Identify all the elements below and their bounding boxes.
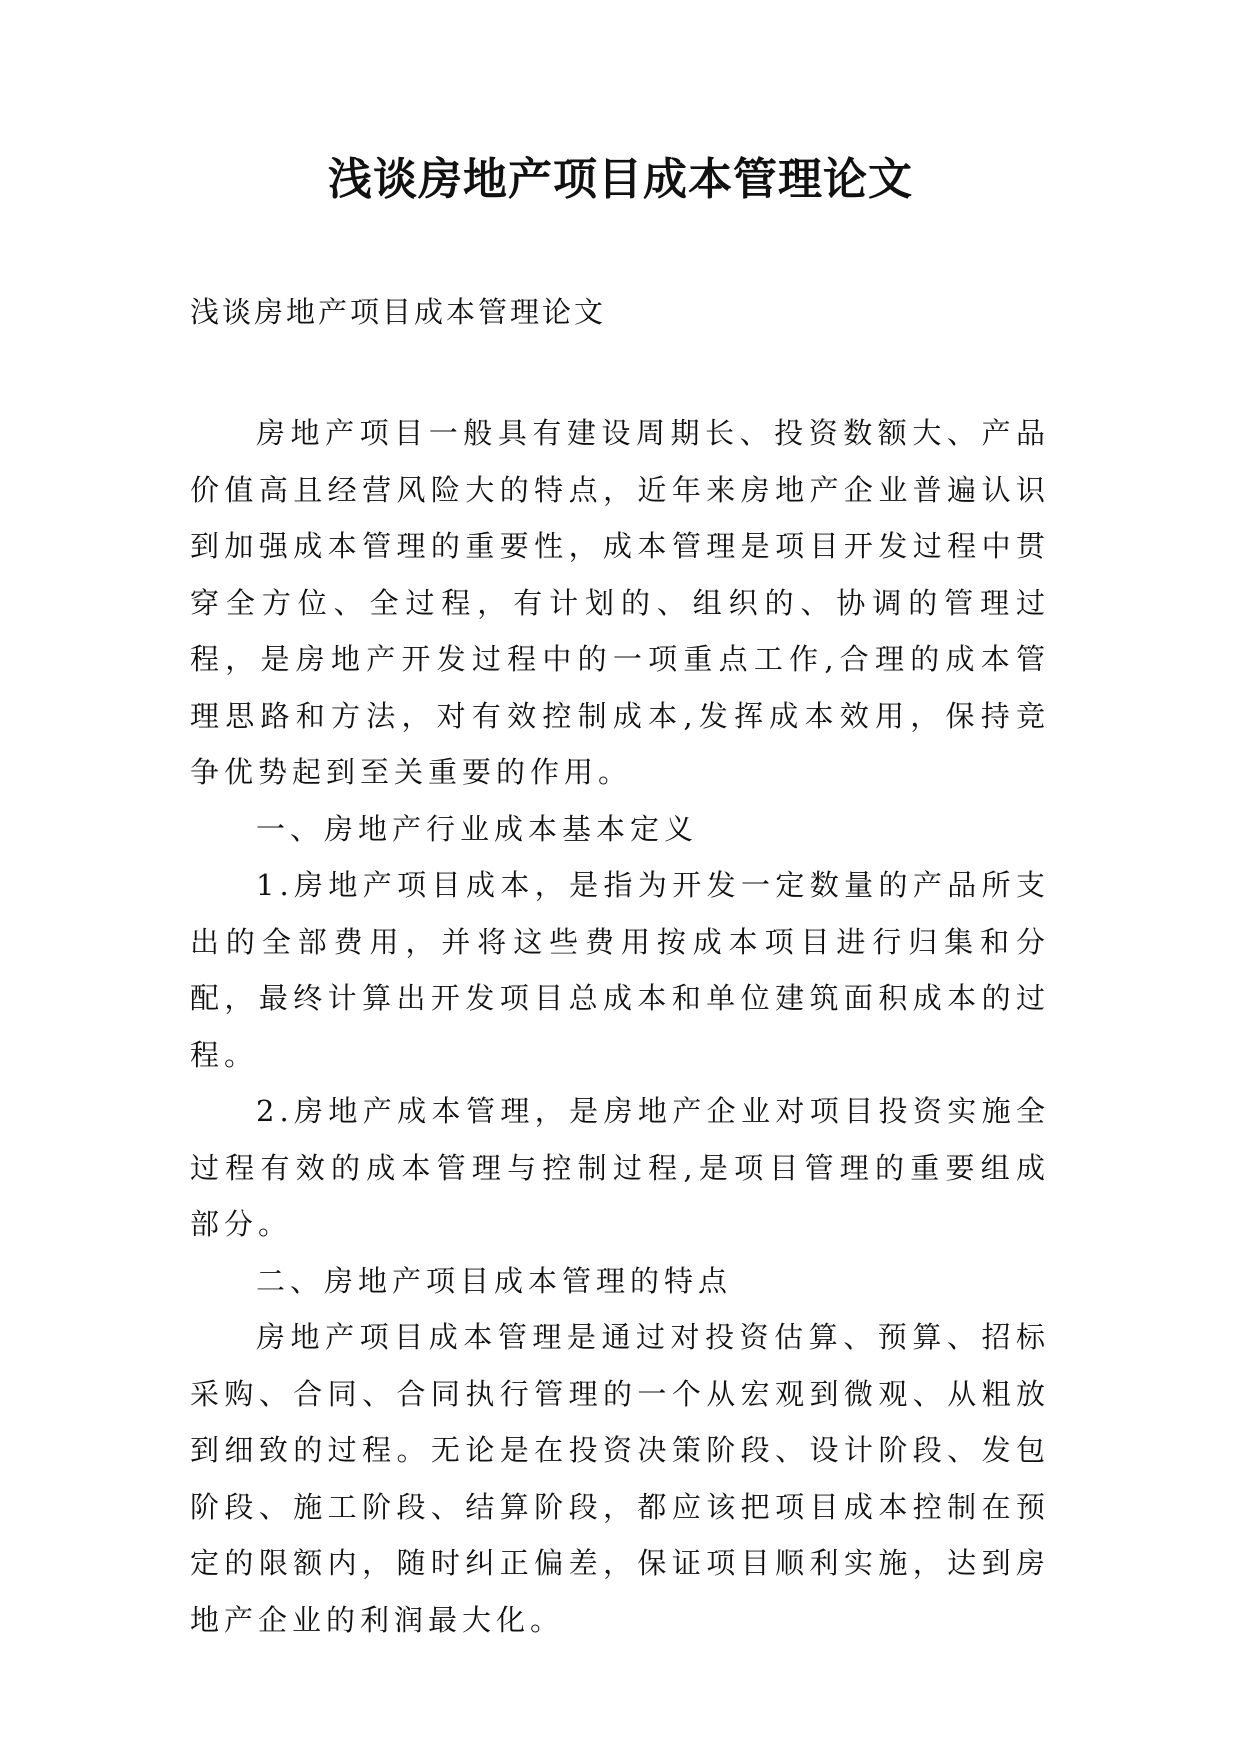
paragraph-intro: 房地产项目一般具有建设周期长、投资数额大、产品价值高且经营风险大的特点，近年来房地产企业普遍认识到加强成本管理的重要性，成本管理是项目开发过程中贯穿全方位、全过程，有计划的、组织的、协调的管理过程，是房地产开发过程中的一项重点工作,合理的成本管理思路和方法，对有效控制成本,发挥成本效用，保持竞争优势起到至关重要的作用。 (190, 416, 1050, 789)
section-heading-2: 二、房地产项目成本管理的特点 (256, 1263, 733, 1298)
section-heading-1: 一、房地产行业成本基本定义 (256, 811, 699, 846)
document-subtitle: 浅谈房地产项目成本管理论文 (190, 295, 607, 329)
document-body (190, 405, 1050, 1648)
paragraph-characteristics: 房地产项目成本管理是通过对投资估算、预算、招标采购、合同、合同执行管理的一个从宏观到微观、从粗放到细致的过程。无论是在投资决策阶段、设计阶段、发包阶段、施工阶段、结算阶段，都应该把项目成本控制在预定的限额内，随时纠正偏差，保证项目顺利实施，达到房地产企业的利润最大化。 (190, 1320, 1050, 1637)
document-title: 浅谈房地产项目成本管理论文 (328, 154, 913, 205)
paragraph-definition-1: 1.房地产项目成本，是指为开发一定数量的产品所支出的全部费用，并将这些费用按成本项目进行归集和分配，最终计算出开发项目总成本和单位建筑面积成本的过程。 (190, 868, 1050, 1072)
paragraph-definition-2: 2.房地产成本管理，是房地产企业对项目投资实施全过程有效的成本管理与控制过程,是项目管理的重要组成部分。 (190, 1094, 1050, 1241)
